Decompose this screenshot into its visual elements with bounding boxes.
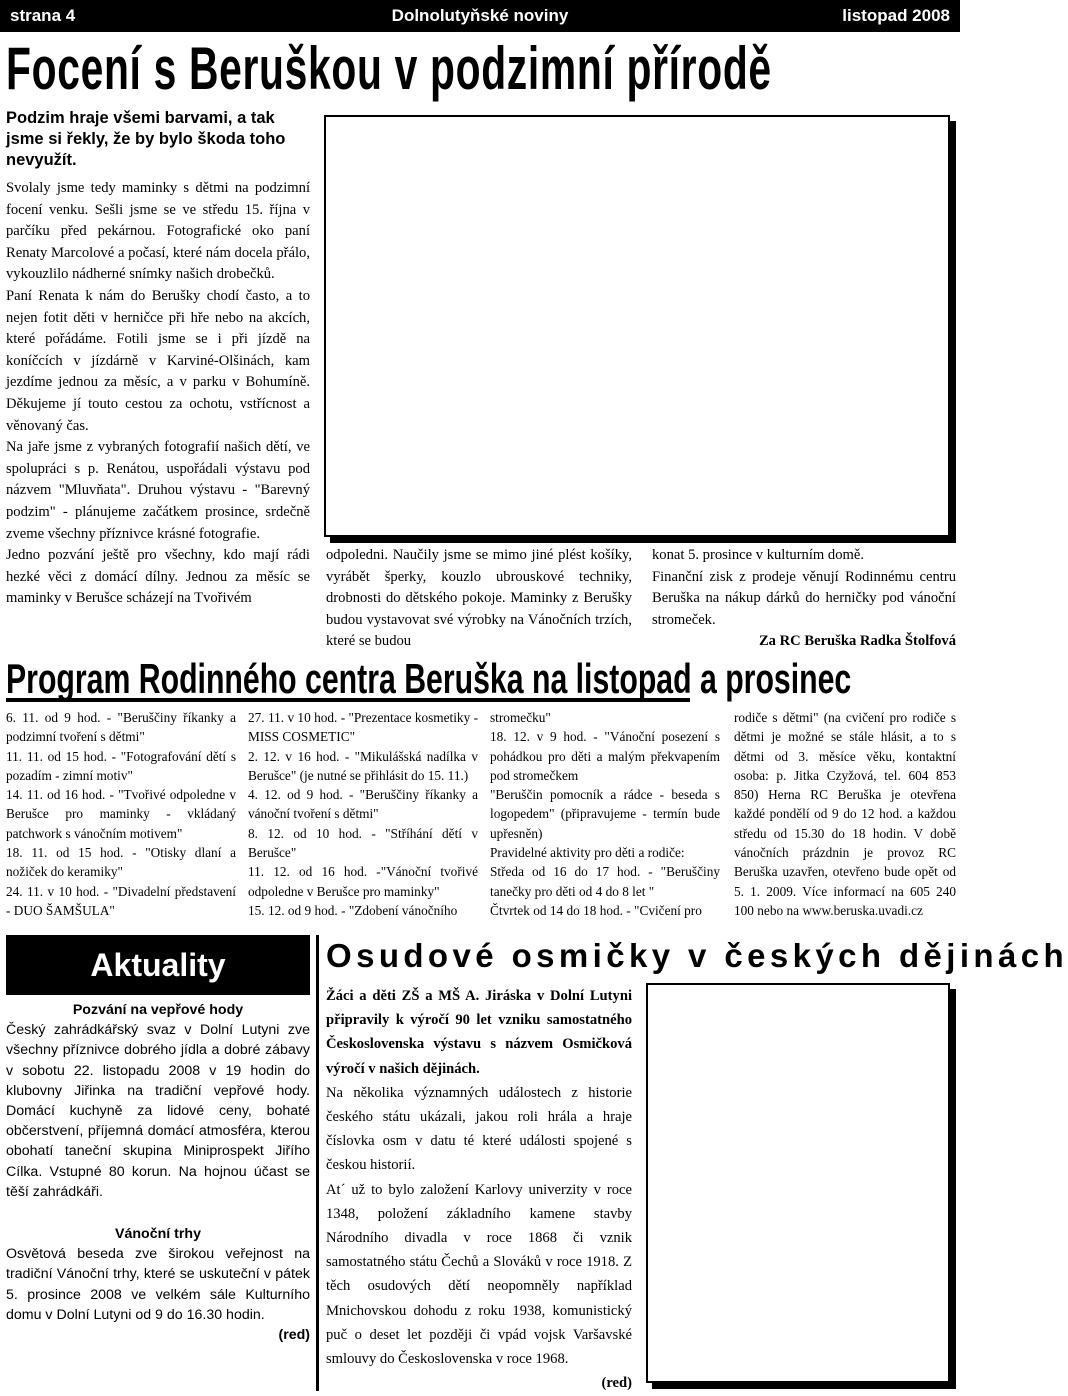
article-column-1: [6, 178, 310, 610]
paragraph: odpoledni. Naučily jsme se mimo jiné plést košíky, vyrábět šperky, kouzlo ubrouskové techniky, drobnosti do dětského pokoje. Maminky z Berušky budou vystavovat své výrobky na Vánočních trzích, které se budou: [326, 547, 632, 650]
paragraph: Na několika významných událostech z historie českého státu ukázali, jakou roli hrála a hraje číslovka osm v datu té které události spojené s českou historií.: [326, 1084, 632, 1174]
aktuality-signature: (red): [278, 1327, 310, 1344]
page-header-bar: [0, 0, 960, 32]
program-item: 11. 11. od 15 hod. - "Fotografování dětí s pozadím - zimní motiv": [6, 748, 236, 783]
aktuality-header: Aktuality: [6, 935, 310, 995]
aktuality-item-text: Osvětová beseda zve širokou veřejnost na tradiční Vánoční trhy, které se uskuteční v pátek 5. prosince 2008 ve velkém sále Kulturního domu v Dolní Lutyni od 9 do 16.30 hodin.: [6, 1246, 310, 1323]
program-item: "Beruščin pomocník a rádce - beseda s logopedem" (připravujeme - termín bude upřesněn): [490, 787, 720, 841]
paragraph: Finanční zisk z prodeje věnují Rodinnému centru Beruška na nákup dárků do herničky pod vánoční stromeček.: [652, 568, 956, 628]
program-item: 18. 11. od 15 hod. - "Otisky dlaní a nožiček do keramiky": [6, 845, 236, 880]
page-number: strana 4: [10, 6, 76, 25]
program-item: 18. 12. v 9 hod. - "Vánoční posezení s pohádkou pro děti a malým překvapením pod stromečkem: [490, 729, 720, 783]
paragraph: Na jaře jsme z vybraných fotografií našich dětí, ve spolupráci s p. Renátou, uspořádali výstavu pod názvem "Mluvňata". Druhou výstavu - "Barevný podzim" - plánujeme začátkem prosince, srdečně zveme všechny příznivce krásné fotografie.: [6, 439, 310, 542]
paragraph: Svolaly jsme tedy maminky s dětmi na podzimní focení venku. Sešli jsme se ve středu 15. října v parčíku před pekárnou. Fotografické oko paní Renaty Marcolové a počasí, které nám docela přálo, vykouzlilo nádherné snímky našich drobečků.: [6, 180, 310, 283]
paragraph: At´ už to bylo založení Karlovy univerzity v roce 1348, položení základního kamene stavby Národního divadla v roce 1868 či vznik samostatného státu Čechů a Slováků v roce 1918. Z těch osudových dětí neopomněly například Mnichovskou dohodu z roku 1938, komunistický puč o deset let později či vpád vojsk Varšavské smlouvy do Československa v roce 1968.: [326, 1181, 632, 1368]
program-item: stromečku": [490, 710, 551, 725]
program-column-2: [248, 708, 478, 920]
program-item: Středa od 16 do 17 hod. - "Beruščiny tanečky pro děti od 4 do 8 let ": [490, 864, 720, 899]
osmicky-signature: (red): [601, 1375, 632, 1392]
article-headline: Focení s Beruškou v podzimní přírodě: [6, 35, 772, 102]
program-item: 4. 12. od 9 hod. - "Beruščiny říkanky a vánoční tvoření s dětmi": [248, 787, 478, 822]
column-divider: [316, 935, 319, 1391]
paragraph: konat 5. prosince v kulturním domě.: [652, 547, 864, 563]
program-item: 27. 11. v 10 hod. - "Prezentace kosmetiky - MISS COSMETIC": [248, 710, 478, 745]
paragraph: Jedno pozvání ještě pro všechny, kdo mají rádi hezké věci z domácí dílny. Jednou za měsíc se maminky v Berušce scházejí na Tvořivém: [6, 547, 310, 607]
osmicky-column: [326, 984, 632, 1395]
article-photo-frame: [324, 115, 950, 537]
program-item: 24. 11. v 10 hod. - "Divadelní představení - DUO ŠAMŠULA": [6, 883, 236, 918]
program-item: 8. 12. od 10 hod. - "Stříhání dětí v Berušce": [248, 825, 478, 861]
aktuality-item-title: Vánoční trhy: [115, 1226, 201, 1243]
paragraph: Paní Renata k nám do Berušky chodí často, a to nejen fotit děti v herničce při hře nebo na akcích, které pořádáme. Fotili jsme se i při jízdě na koníčcích v jízdárně v Karviné-Olšinách, kam jezdíme jednou za měsíc, a v parku v Bohumíně. Děkujeme jí touto cestou za ochotu, vstřícnost a věnovaný čas.: [6, 287, 310, 434]
program-item: Pravidelné aktivity pro děti a rodiče:: [490, 845, 685, 861]
program-item: Čtvrtek od 14 do 18 hod. - "Cvičení pro: [490, 902, 702, 918]
newspaper-title: Dolnolutyňské noviny: [391, 6, 569, 25]
article-column-3: [652, 545, 956, 653]
aktuality-item-title: Pozvání na vepřové hody: [72, 1002, 244, 1018]
program-item: 2. 12. v 16 hod. - "Mikulášská nadílka v Berušce" (je nutné se přihlásit do 15. 11.): [248, 748, 478, 783]
osmicky-photo-frame: [646, 983, 950, 1383]
program-headline: Program Rodinného centra Beruška na listopad a prosinec: [6, 655, 852, 702]
program-item: 11. 12. od 16 hod. -"Vánoční tvořivé odpoledne v Berušce pro maminky": [248, 864, 478, 899]
osmicky-headline: Osudové osmičky v českých dějinách: [326, 937, 1068, 974]
aktuality-body: [6, 1000, 310, 1345]
osmicky-lead: Žáci a děti ZŠ a MŠ A. Jiráska v Dolní Lutyni připravily k výročí 90 let vzniku samostatného Československa výstavu s názvem Osmičková výročí v našich dějinách.: [326, 988, 632, 1077]
aktuality-item-text: Český zahrádkářský svaz v Dolní Lutyni zve všechny příznivce dobrého jídla a dobré zábavy v sobotu 22. listopadu 2008 v 19 hodin do klubovny Jiřinka na tradiční vepřové hody. Domácí kuchyně za lidové ceny, bohaté občerstvení, příjemná domácí atmosféra, kterou obohatí taneční skupina Miniprospekt Jiřího Cílka. Vstupné 80 korun. Na hojnou účast se těší zahrádkáři.: [6, 1022, 310, 1200]
program-column-4: [734, 708, 956, 920]
program-item: 15. 12. od 9 hod. - "Zdobení vánočního: [248, 902, 458, 918]
program-column-1: [6, 708, 236, 920]
program-column-3: [490, 708, 720, 920]
program-item: 14. 11. od 16 hod. - "Tvořivé odpoledne v Berušce pro maminky - vkládaný patchwork s vánočním motivem": [6, 787, 236, 841]
program-item: rodiče s dětmi" (na cvičení pro rodiče s dětmi je možné se stále hlásit, a to s dětmi od 3. měsíce věku, kontaktní osoba: p. Jitka Czyžová, tel. 604 853 850) Herna RC Beruška je otevřena každé pondělí od 9 do 12 hod. a každou středu od 15.30 do 18 hodin. V době vánočních prázdnin je provoz RC Beruška uzavřen, otevřeno bude opět od 5. 1. 2009. Více informací na 605 240 100 nebo na www.beruska.uvadi.cz: [734, 710, 956, 918]
issue-date: listopad 2008: [842, 6, 950, 25]
article-column-2: [326, 545, 632, 653]
article-signature: Za RC Beruška Radka Štolfová: [758, 633, 956, 650]
program-item: 6. 11. od 9 hod. - "Beruščiny říkanky a podzimní tvoření s dětmi": [6, 710, 236, 745]
article-lead: Podzim hraje všemi barvami, a tak jsme si řekly, že by bylo škoda toho nevyužít.: [6, 109, 286, 169]
